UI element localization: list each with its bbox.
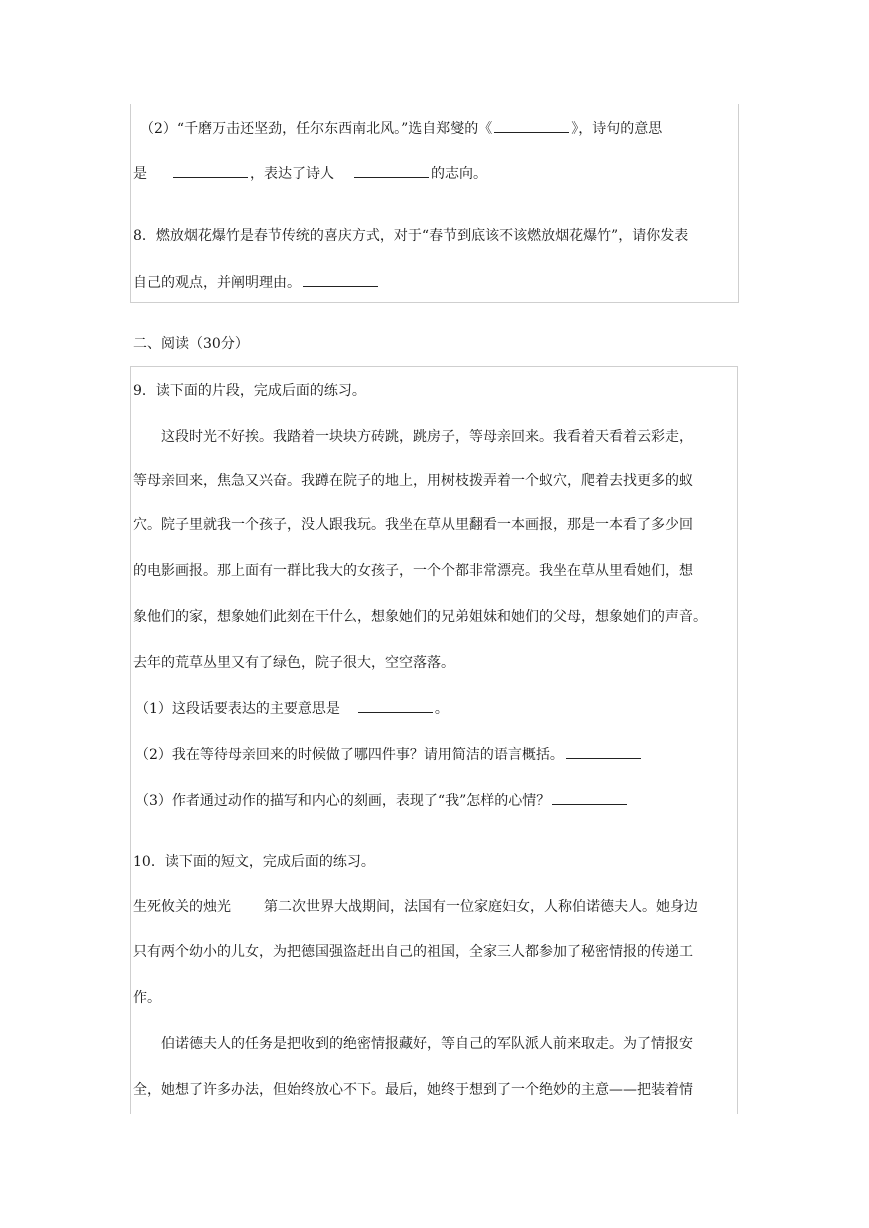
- sub-question-3: （3）作者通过动作的描写和内心的刻画，表现了“我”怎样的心情？: [135, 790, 629, 811]
- passage-line: 这段时光不好挨。我踏着一块块方砖跳，跳房子，等母亲回来。我看着天看着云彩走，: [161, 429, 693, 445]
- poem-question-line-2: 是 ，表达了诗人 的志向。: [133, 163, 487, 184]
- answer-blank[interactable]: [303, 272, 378, 287]
- answer-blank[interactable]: [173, 163, 248, 178]
- story-line: 作。: [133, 990, 161, 1006]
- passage-line: 穴。院子里就我一个孩子，没人跟我玩。我坐在草从里翻看一本画报，那是一本看了多少回: [133, 517, 693, 533]
- question-8-line-1: 8．燃放烟花爆竹是春节传统的喜庆方式，对于“春节到底该不该燃放烟花爆竹”，请你发表: [133, 228, 689, 244]
- answer-blank[interactable]: [358, 698, 433, 713]
- story-line: 伯诺德夫人的任务是把收到的绝密情报藏好，等自己的军队派人前来取走。为了情报安: [161, 1036, 693, 1052]
- question-frame-lower-left: [130, 366, 131, 1114]
- poem-question-line-1: （2）“千磨万击还坚劲，任尔东西南北风。”选自郑燮的《 》，诗句的意思: [140, 118, 662, 139]
- sub-question-2: （2）我在等待母亲回来的时候做了哪四件事？请用简洁的语言概括。: [135, 744, 643, 765]
- sub-question-1: （1）这段话要表达的主要意思是 。: [135, 698, 449, 719]
- question-10-title: 10．读下面的短文，完成后面的练习。: [133, 854, 375, 870]
- passage-line: 象他们的家，想象她们此刻在干什么，想象她们的兄弟姐妹和她们的父母，想象她们的声音。: [133, 609, 707, 625]
- passage-line: 去年的荒草丛里又有了绿色，院子很大，空空落落。: [133, 655, 455, 671]
- passage-line: 等母亲回来，焦急又兴奋。我蹲在院子的地上，用树枝拨弄着一个蚁穴，爬着去找更多的蚁: [133, 473, 693, 489]
- story-line: 全，她想了许多办法，但始终放心不下。最后，她终于想到了一个绝妙的主意——把装着情: [133, 1082, 693, 1098]
- answer-blank[interactable]: [354, 163, 429, 178]
- story-title: 生死攸关的烛光: [133, 899, 231, 915]
- question-8-line-2: 自己的观点，并阐明理由。: [133, 272, 380, 293]
- passage-line: 的电影画报。那上面有一群比我大的女孩子，一个个都非常漂亮。我坐在草从里看她们，想: [133, 563, 693, 579]
- answer-blank[interactable]: [494, 118, 569, 133]
- story-line: 只有两个幼小的儿女，为把德国强盗赶出自己的祖国，全家三人都参加了秘密情报的传递工: [133, 944, 693, 960]
- question-9-title: 9．读下面的片段，完成后面的练习。: [133, 383, 366, 399]
- section-title: 二、阅读（30分）: [133, 336, 249, 352]
- answer-blank[interactable]: [552, 790, 627, 805]
- answer-blank[interactable]: [566, 744, 641, 759]
- question-frame-lower-right: [737, 366, 738, 1114]
- question-frame-lower-top: [130, 366, 738, 367]
- story-line-1: 生死攸关的烛光 第二次世界大战期间，法国有一位家庭妇女，人称伯诺德夫人。她身边: [133, 899, 698, 915]
